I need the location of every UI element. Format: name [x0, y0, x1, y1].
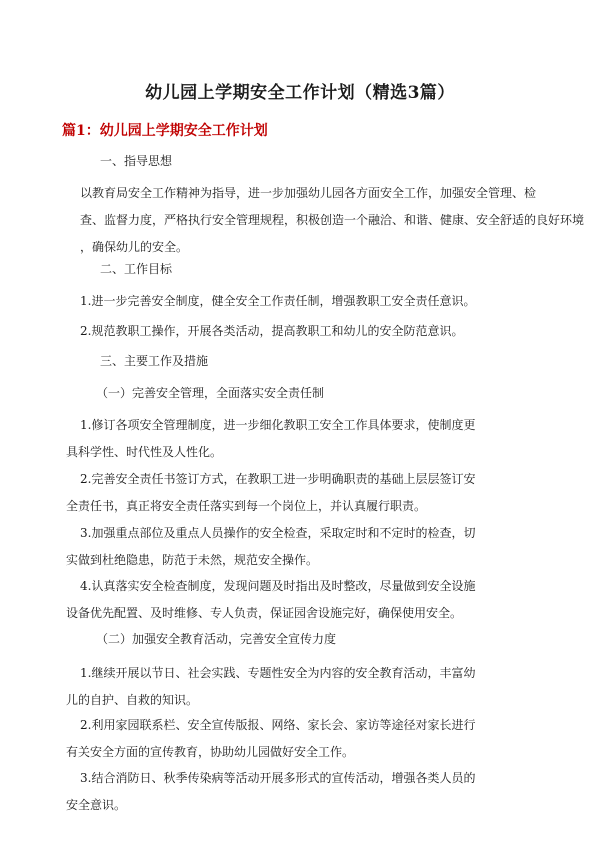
paragraph-goal-1: 1.进一步完善安全制度，健全安全工作责任制，增强教职工安全责任意识。 — [80, 294, 476, 308]
paragraph-measure-1-2: 2.完善安全责任书签订方式，在教职工进一步明确职责的基础上层层签订安 全责任书，真正将安全责任落实到每一个岗位上，并认真履行职责。 — [66, 472, 476, 513]
subheading-safety-education: （二）加强安全教育活动，完善安全宣传力度 — [96, 632, 337, 646]
paragraph-measure-2-1: 1.继续开展以节日、社会实践、专题性安全为内容的安全教育活动，丰富幼 儿的自护、自救的知识。 — [66, 666, 476, 707]
paragraph-measure-1-4: 4.认真落实安全检查制度，发现问题及时指出及时整改，尽量做到安全设施 设备优先配置、及时维修、专人负责，保证园舍设施完好，确保使用安全。 — [66, 579, 476, 620]
heading-main-work: 三、主要工作及措施 — [100, 354, 209, 368]
section-title: 篇1：幼儿园上学期安全工作计划 — [62, 123, 268, 139]
paragraph-measure-1-3: 3.加强重点部位及重点人员操作的安全检查，采取定时和不定时的检查，切 实做到杜绝隐患，防范于未然，规范安全操作。 — [66, 526, 476, 567]
paragraph-measure-2-2: 2.利用家园联系栏、安全宣传版报、网络、家长会、家访等途径对家长进行 有关安全方面的宣传教育，协助幼儿园做好安全工作。 — [66, 718, 476, 759]
heading-work-goals: 二、工作目标 — [100, 262, 173, 276]
paragraph-measure-2-3: 3.结合消防日、秋季传染病等活动开展多形式的宣传活动，增强各类人员的 安全意识。 — [66, 771, 476, 812]
paragraph-measure-1-1: 1.修订各项安全管理制度，进一步细化教职工安全工作具体要求，使制度更 具科学性、时代性及人性化。 — [66, 418, 476, 459]
subheading-safety-management: （一）完善安全管理，全面落实安全责任制 — [96, 386, 325, 400]
paragraph-goal-2: 2.规范教职工操作，开展各类活动，提高教职工和幼儿的安全防范意识。 — [80, 324, 464, 338]
paragraph-guiding-ideology: 以教育局安全工作精神为指导，进一步加强幼儿园各方面安全工作，加强安全管理、检 查、监督力度，严格执行安全管理规程，积极创造一个融洽、和谐、健康、安全舒适的良好环境 ，确保幼儿的安全。 — [80, 186, 585, 254]
heading-guiding-ideology: 一、指导思想 — [100, 154, 173, 168]
document-title: 幼儿园上学期安全工作计划（精选3篇） — [145, 83, 455, 103]
